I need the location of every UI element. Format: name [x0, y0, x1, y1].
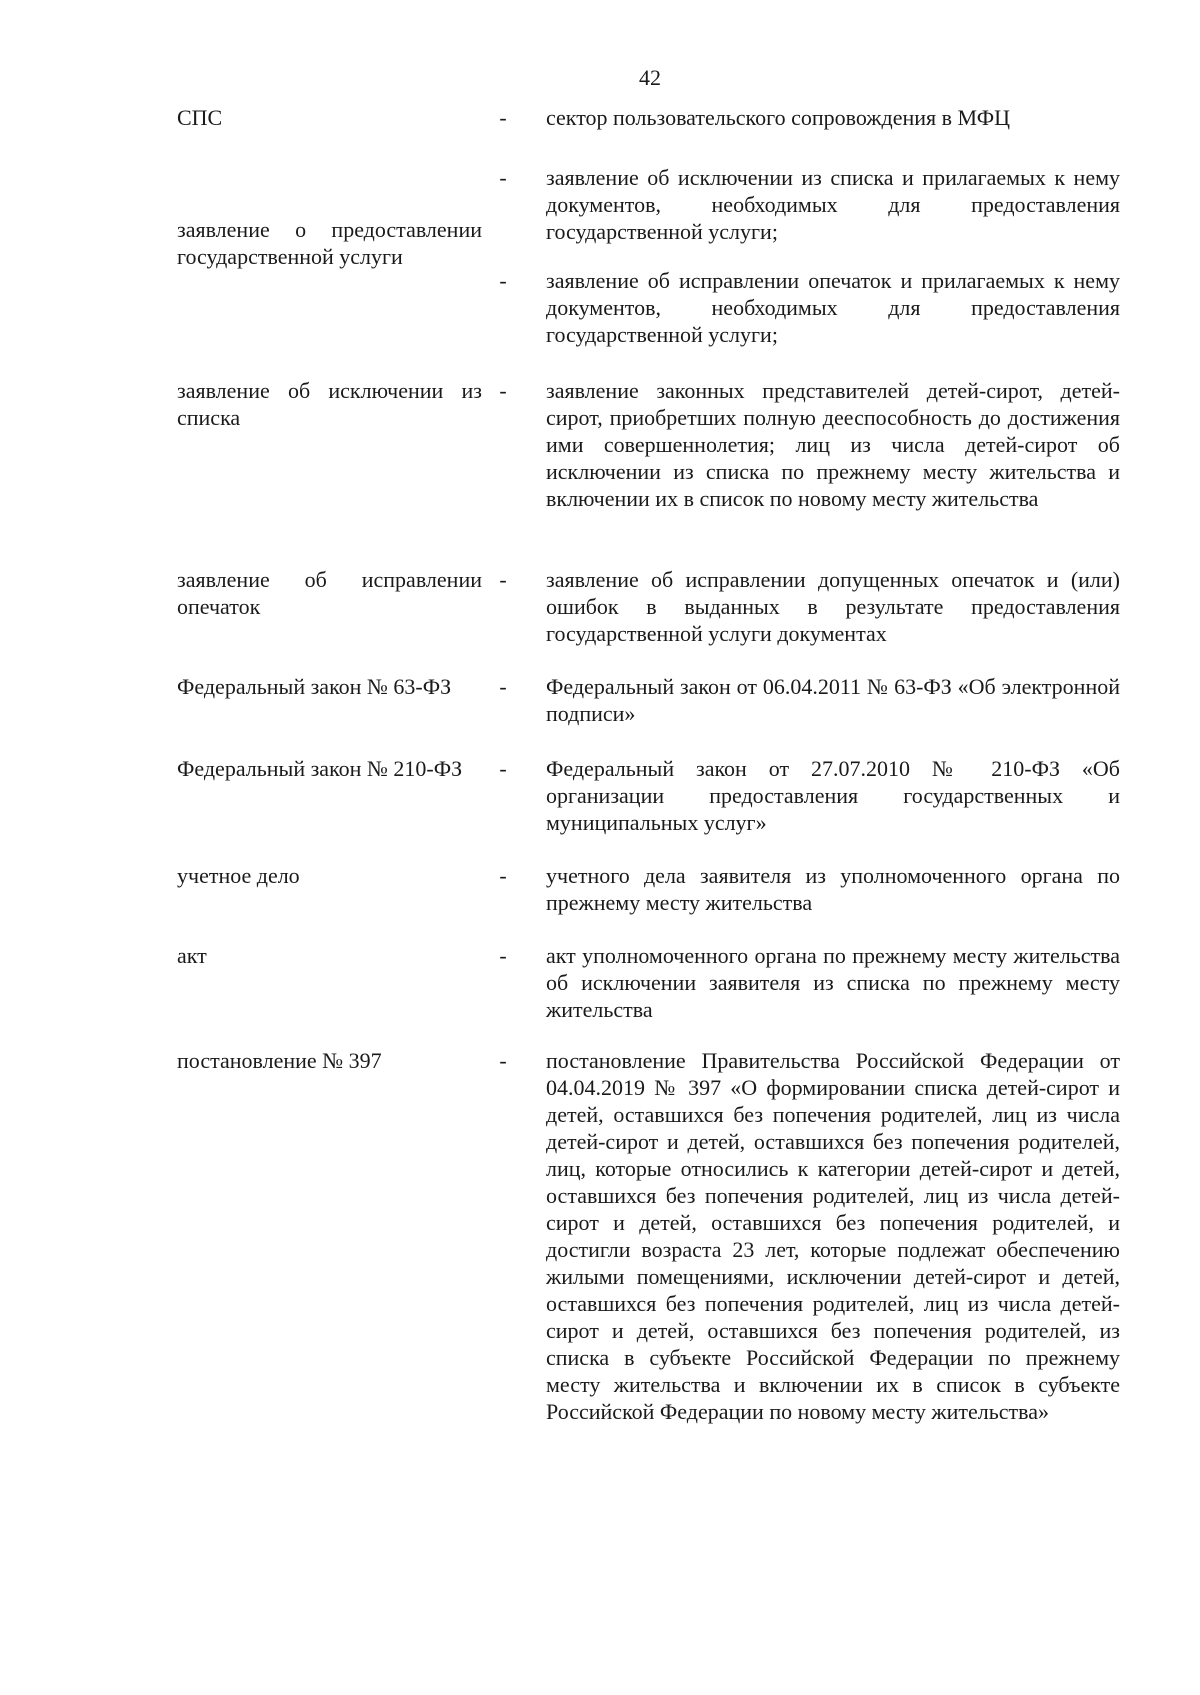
dash: -: [499, 567, 507, 592]
definition-entry-law-210: [0, 755, 1200, 845]
dash: -: [499, 943, 507, 968]
dash: -: [499, 1048, 507, 1073]
dash: -: [499, 165, 507, 190]
definition-text: заявление об исправлении опечаток и прилагаемых к нему документов, необходимых для предоставления государственной услуги;: [546, 268, 1120, 347]
definition-text: сектор пользовательского сопровождения в МФЦ: [546, 105, 1011, 130]
term: Федеральный закон № 63-ФЗ: [177, 674, 452, 699]
definition-text: акт уполномоченного органа по прежнему месту жительства об исключении заявителя из списка по прежнему месту жительства: [546, 943, 1120, 1022]
term: СПС: [177, 105, 223, 130]
definition-text: заявление законных представителей детей-сирот, детей-сирот, приобретших полную дееспособность до достижения ими совершеннолетия; лиц из числа детей-сирот об исключении из списка по прежнему месту жительства и включении их в список по новому месту жительства: [546, 378, 1120, 511]
definitions-list: [0, 104, 1200, 1424]
definition-entry-application: [0, 164, 1200, 364]
definition-entry-correction: [0, 566, 1200, 656]
dash: -: [499, 268, 507, 293]
dash: -: [499, 756, 507, 781]
definition-text: Федеральный закон от 06.04.2011 № 63-ФЗ «Об электронной подписи»: [546, 674, 1120, 726]
dash: -: [499, 378, 507, 403]
dash: -: [499, 863, 507, 888]
definition-text: учетного дела заявителя из уполномоченного органа по прежнему месту жительства: [546, 863, 1120, 915]
definition-text: заявление об исключении из списка и прилагаемых к нему документов, необходимых для предоставления государственной услуги;: [546, 165, 1120, 244]
definition-text: Федеральный закон от 27.07.2010 № 210-ФЗ «Об организации предоставления государственных и муниципальных услуг»: [546, 756, 1120, 835]
definition-entry-sps: [0, 104, 1200, 164]
term: заявление об исправлении опечаток: [177, 567, 482, 619]
dash: -: [499, 674, 507, 699]
term: учетное дело: [177, 863, 300, 888]
definition-text: постановление Правительства Российской Федерации от 04.04.2019 № 397 «О формировании списка детей-сирот и детей, оставшихся без попечения родителей, лиц из числа детей-сирот и детей, оставшихся без попечения родителей, лиц, которые относились к категории детей-сирот и детей, оставшихся без попечения родителей, лиц из числа детей-сирот и детей, оставшихся без попечения родителей, и достигли возраста 23 лет, которые подлежат обеспечению жилыми помещениями, исключении детей-сирот и детей, оставшихся без попечения родителей, лиц из числа детей-сирот и детей, оставшихся без попечения родителей, из списка в субъекте Российской Федерации по прежнему месту жительства и включении их в список в субъекте Российской Федерации по новому месту жительства»: [546, 1048, 1120, 1424]
definition-text: заявление об исправлении допущенных опечаток и (или) ошибок в выданных в результате предоставления государственной услуги документах: [546, 567, 1120, 646]
term: Федеральный закон № 210-ФЗ: [177, 756, 463, 781]
definition-entry-law-63: [0, 673, 1200, 733]
definition-entry-act: [0, 942, 1200, 1032]
term: заявление об исключении из списка: [177, 378, 482, 430]
definition-entry-resolution-397: [0, 1047, 1200, 1487]
definition-entry-exclusion: [0, 377, 1200, 547]
dash: -: [499, 105, 507, 130]
term: постановление № 397: [177, 1048, 382, 1073]
term: заявление о предоставлении государственной услуги: [177, 217, 482, 269]
definition-entry-account-file: [0, 862, 1200, 922]
term: акт: [177, 943, 207, 968]
page-number: 42: [639, 65, 661, 90]
